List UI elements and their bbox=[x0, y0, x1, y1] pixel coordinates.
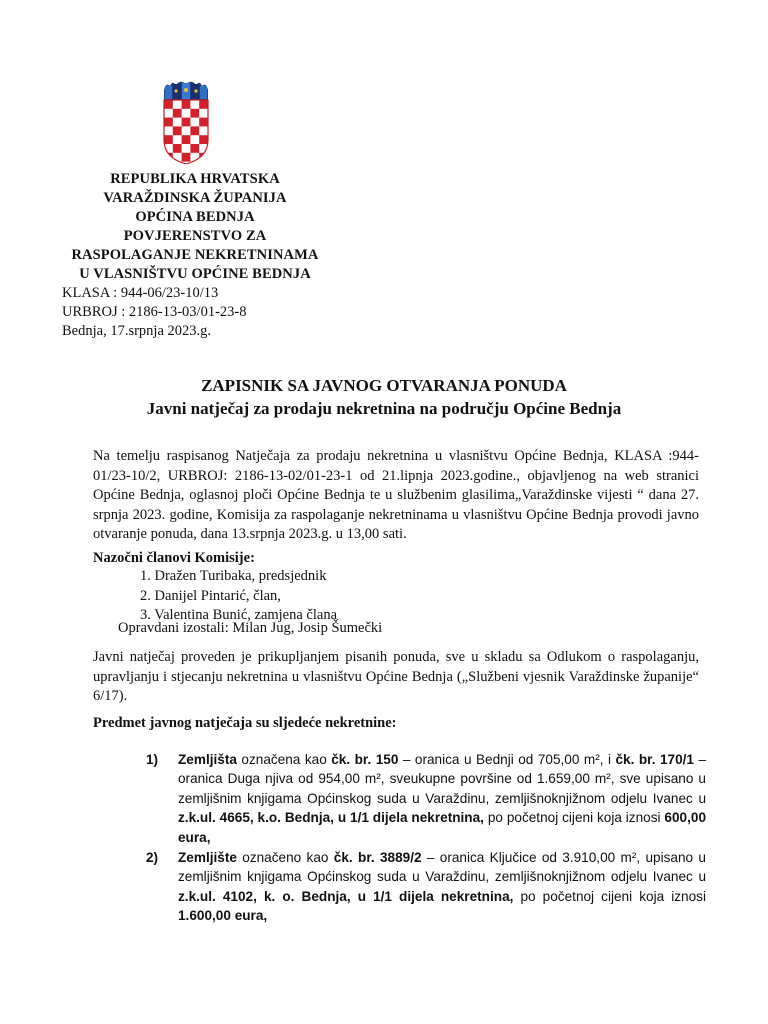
item-text-bold: 600,00 eura, bbox=[178, 810, 706, 845]
item-text-run: označena kao bbox=[236, 752, 332, 767]
item-text bbox=[178, 848, 706, 926]
item-text-bold: čk. br. 150 bbox=[331, 752, 399, 767]
item-text-bold: z.k.ul. 4102, k. o. Bednja, u 1/1 dijela nekretnina, bbox=[178, 888, 514, 904]
item-text bbox=[178, 750, 706, 847]
klasa: KLASA : 944-06/23-10/13 bbox=[62, 285, 219, 301]
subject-heading: Predmet javnog natječaja su sljedeće nekretnine: bbox=[93, 715, 397, 731]
document-subtitle: Javni natječaj za prodaju nekretnina na području Općine Bednja bbox=[146, 399, 622, 418]
header-line: OPĆINA BEDNJA bbox=[135, 209, 255, 225]
item-text-run: – oranica u Bednji od 705,00 m², i bbox=[398, 752, 616, 767]
member-item: 3. Valentina Bunić, zamjena člana bbox=[140, 607, 338, 623]
place-date: Bednja, 17.srpnja 2023.g. bbox=[62, 323, 212, 339]
member-item: 2. Danijel Pintarić, član, bbox=[140, 587, 281, 604]
item-text-run: – oranica Duga njiva od 954,00 m², sveukupne površine od 1.659,00 m², sve upisano u zemljišnim knjigama Općinskog suda u Varaždinu, zemljišnoknjižnom odjelu Ivanec u bbox=[178, 752, 707, 806]
item-number: 1) bbox=[146, 752, 159, 767]
item-text-run: označeno kao bbox=[236, 850, 334, 865]
member-item: 1. Dražen Turibaka, predsjednik bbox=[140, 568, 327, 584]
item-text-bold: Zemljišta bbox=[178, 752, 237, 767]
item-text-bold: čk. br. 170/1 bbox=[615, 752, 694, 767]
document-title: ZAPISNIK SA JAVNOG OTVARANJA PONUDA bbox=[201, 376, 567, 395]
coat-of-arms-icon bbox=[160, 80, 212, 164]
header-line: VARAŽDINSKA ŽUPANIJA bbox=[103, 190, 287, 206]
urbroj: URBROJ : 2186-13-03/01-23-8 bbox=[62, 304, 247, 320]
header-line: RASPOLAGANJE NEKRETNINAMA bbox=[71, 247, 319, 263]
item-number: 2) bbox=[146, 850, 159, 865]
header-line: REPUBLIKA HRVATSKA bbox=[110, 171, 280, 187]
item-text-run: po početnoj cijeni koja iznosi bbox=[483, 810, 665, 826]
commission-members bbox=[140, 567, 337, 626]
item-text-bold: z.k.ul. 4665, k.o. Bednja, u 1/1 dijela nekretnina, bbox=[178, 810, 484, 826]
procedure-paragraph: Javni natječaj proveden je prikupljanjem pisanih ponuda, sve u skladu sa Odlukom o raspolaganju, upravljanju i stjecanju nekretnina u vlasništvu Općine Bednja („Službeni vjesnik Varaždinske županije“ 6/17). bbox=[93, 649, 699, 705]
header-line: U VLASNIŠTVU OPĆINE BEDNJA bbox=[79, 266, 311, 282]
item-text-run: – oranica Ključice od 3.910,00 m², upisano u zemljišnim knjigama Općinskog suda u Varaždinu, zemljišnoknjižnom odjelu Ivanec u bbox=[178, 850, 706, 885]
absent-members: Opravdani izostali: Milan Jug, Josip Šumečki bbox=[118, 620, 383, 636]
letterhead bbox=[60, 170, 330, 284]
item-text-run: po početnoj cijeni koja iznosi bbox=[513, 888, 706, 904]
item-text-bold: 1.600,00 eura, bbox=[178, 908, 268, 924]
header-line: POVJERENSTVO ZA bbox=[123, 228, 267, 244]
commission-heading: Nazočni članovi Komisije: bbox=[93, 550, 255, 566]
item-text-bold: Zemljište bbox=[178, 850, 237, 865]
item-text-bold: čk. br. 3889/2 bbox=[333, 850, 422, 865]
intro-paragraph: Na temelju raspisanog Natječaja za prodaju nekretnina u vlasništvu Općine Bednja, KLASA :944-01/23-10/2, URBROJ: 2186-13-02/01-23-1 od 21.lipnja 2023.godine., objavljenog na web stranici Općine Bednja, oglasnoj ploči Općine Bednja te u službenim glasilima„Varaždinske vijesti “ dana 27. srpnja 2023. godine, Komisija za raspolaganje nekretninama u vlasništvu Općine Bednja provodi javno otvaranje ponuda, dana 13.srpnja 2023.g. u 13,00 sati. bbox=[93, 448, 699, 543]
